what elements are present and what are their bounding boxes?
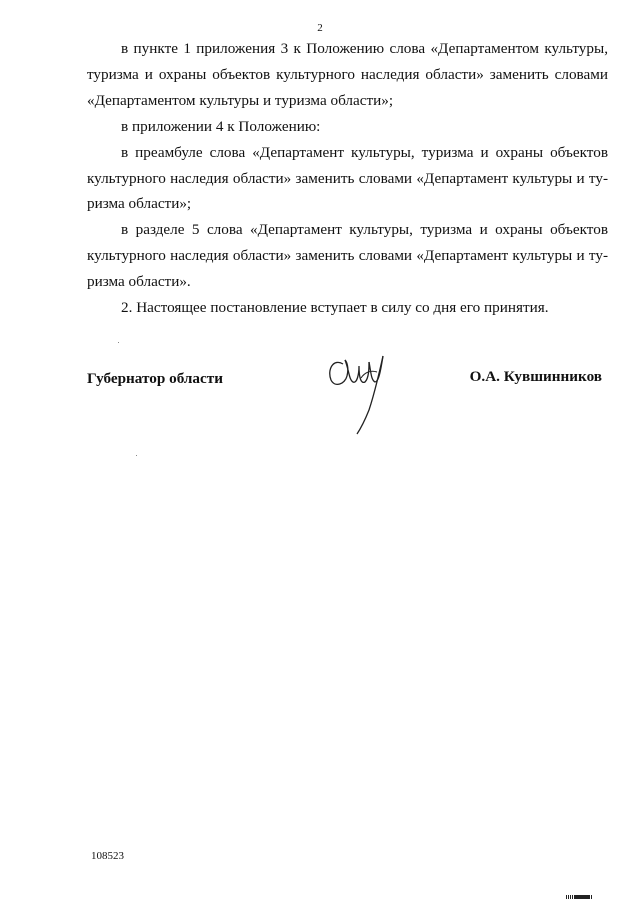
paragraph-5: 2. Настоящее постановление вступает в силу со дня его принятия. xyxy=(121,299,549,317)
handwritten-signature-icon xyxy=(325,348,395,436)
document-code: 108523 xyxy=(91,850,124,862)
signature-block xyxy=(87,368,608,438)
page-number: 2 xyxy=(317,22,323,34)
barcode-mark xyxy=(566,895,592,899)
signatory-name: О.А. Кувшинников xyxy=(469,368,602,385)
paragraph-2: в приложении 4 к Положению: xyxy=(121,117,321,135)
signatory-position: Губернатор области xyxy=(87,370,223,387)
paragraph-4: в разделе 5 слова «Департамент культуры, туризма и охраны объектов культурного наследия области» заменить словами «Департамент культуры и туризма области». xyxy=(87,221,608,291)
paragraph-1: в пункте 1 приложения 3 к Положению слова «Департаментом культуры, туризма и охраны объектов культурного наследия области» заменить словами «Департаментом культуры и туризма области»; xyxy=(87,40,608,109)
paragraph-3: в преамбуле слова «Департамент культуры, туризма и охраны объектов культурного наследия области» заменить словами «Департамент культуры и туризма области»; xyxy=(87,143,608,213)
scan-speck xyxy=(136,455,137,456)
document-body xyxy=(87,36,608,321)
scan-speck xyxy=(118,342,119,343)
